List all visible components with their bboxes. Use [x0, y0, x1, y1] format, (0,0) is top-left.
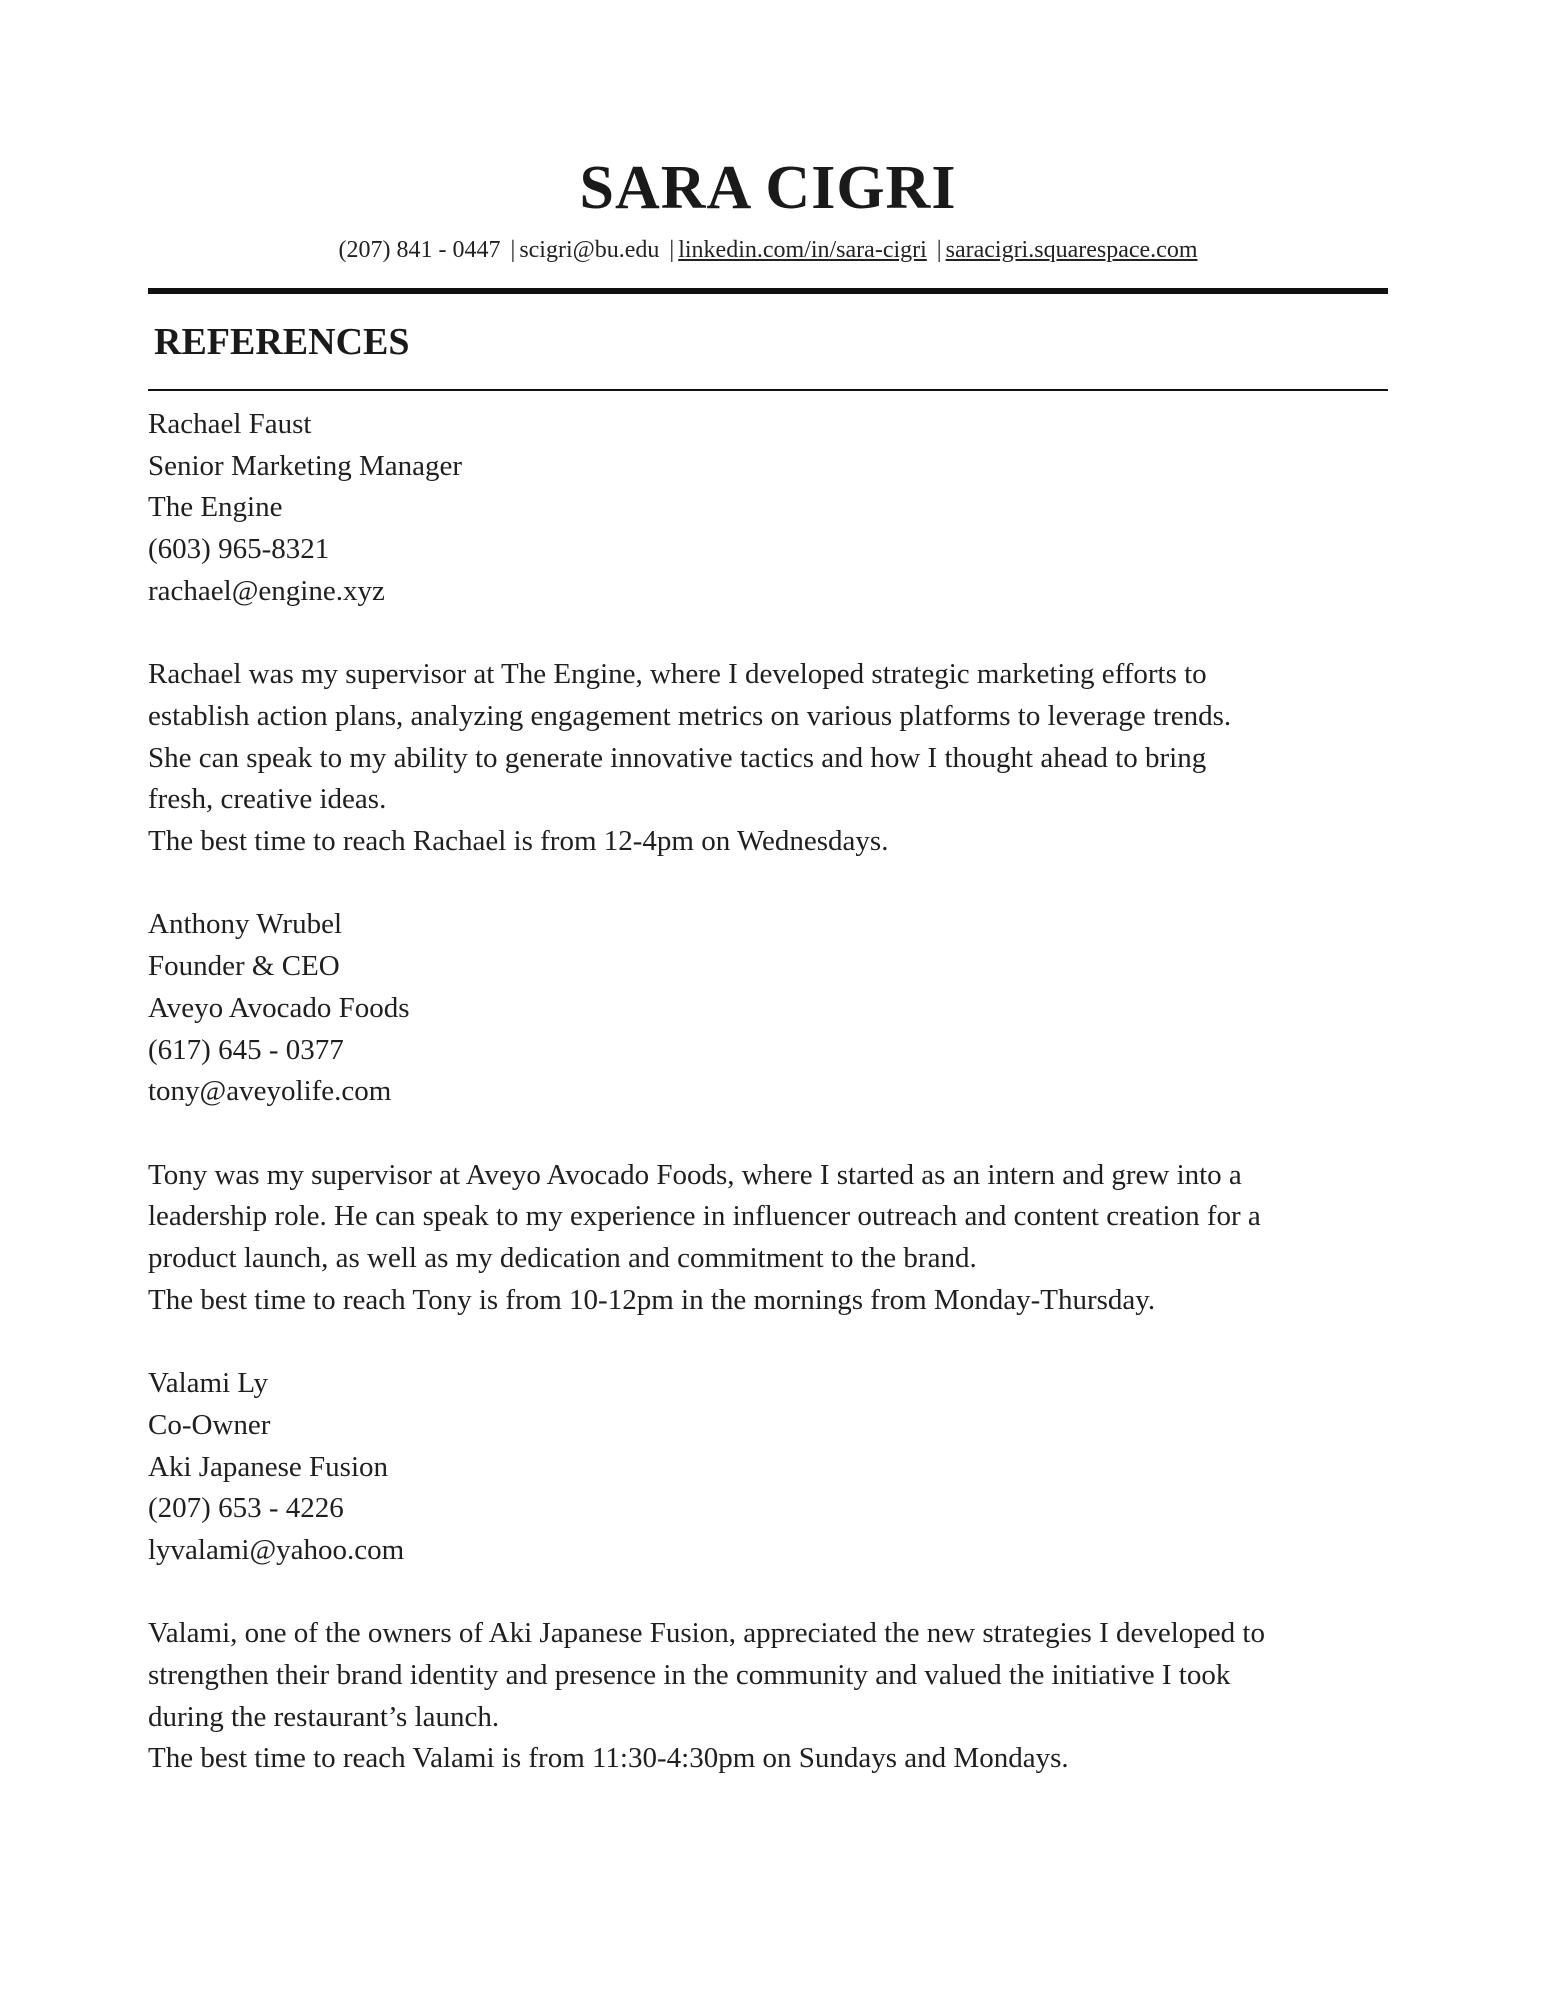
reference-phone: (603) 965-8321 [148, 533, 330, 566]
spacer [148, 1113, 1388, 1155]
candidate-name: SARA CIGRI [579, 154, 957, 222]
website-link[interactable]: saracigri.squarespace.com [945, 237, 1198, 263]
reference-name: Anthony Wrubel [148, 908, 343, 941]
reference-best-time: The best time to reach Rachael is from 12-4pm on Wednesdays. [148, 825, 889, 858]
reference-best-time: The best time to reach Tony is from 10-12pm in the mornings from Monday-Thursday. [148, 1283, 1156, 1316]
reference-company: Aki Japanese Fusion [148, 1450, 389, 1483]
spacer [148, 1572, 1388, 1614]
reference-entry [148, 904, 1388, 1363]
reference-description: She can speak to my ability to generate innovative tactics and how I thought ahead to bring [148, 741, 1207, 774]
spacer [148, 1321, 1388, 1363]
contact-phone: (207) 841 - 0447 [338, 237, 501, 263]
reference-name: Rachael Faust [148, 408, 312, 440]
reference-entry [148, 404, 1388, 904]
reference-description: Valami, one of the owners of Aki Japanese Fusion, appreciated the new strategies I developed to [148, 1617, 1265, 1650]
contact-line [148, 234, 1388, 266]
reference-phone: (617) 645 - 0377 [148, 1033, 344, 1066]
references-list [148, 404, 1388, 1780]
spacer [148, 613, 1388, 655]
reference-description: establish action plans, analyzing engagement metrics on various platforms to leverage trends. [148, 699, 1232, 732]
reference-email: tony@aveyolife.com [148, 1075, 392, 1108]
contact-separator: | [510, 237, 516, 263]
header-divider [148, 288, 1388, 294]
reference-company: Aveyo Avocado Foods [148, 991, 410, 1024]
reference-company: The Engine [148, 491, 283, 524]
reference-name: Valami Ly [148, 1367, 269, 1400]
reference-description: fresh, creative ideas. [148, 783, 387, 816]
section-divider [148, 389, 1388, 391]
linkedin-link[interactable]: linkedin.com/in/sara-cigri [678, 237, 927, 263]
contact-separator: | [936, 237, 942, 263]
reference-description: strengthen their brand identity and presence in the community and valued the initiative I took [148, 1659, 1231, 1692]
contact-email: scigri@bu.edu [519, 237, 660, 263]
reference-phone: (207) 653 - 4226 [148, 1492, 344, 1525]
reference-description: leadership role. He can speak to my experience in influencer outreach and content creation for a [148, 1200, 1261, 1233]
section-title: REFERENCES [154, 321, 410, 363]
reference-title: Co-Owner [148, 1408, 271, 1441]
reference-best-time: The best time to reach Valami is from 11:30-4:30pm on Sundays and Mondays. [148, 1742, 1069, 1775]
reference-description: product launch, as well as my dedication and commitment to the brand. [148, 1242, 977, 1275]
reference-email: lyvalami@yahoo.com [148, 1533, 405, 1566]
reference-entry [148, 1363, 1388, 1780]
reference-title: Senior Marketing Manager [148, 449, 463, 482]
reference-description: Tony was my supervisor at Aveyo Avocado Foods, where I started as an intern and grew into a [148, 1158, 1242, 1191]
reference-description: during the restaurant’s launch. [148, 1700, 500, 1733]
reference-title: Founder & CEO [148, 950, 340, 983]
reference-description: Rachael was my supervisor at The Engine, where I developed strategic marketing efforts to [148, 658, 1207, 691]
spacer [148, 863, 1388, 905]
contact-separator: | [669, 237, 675, 263]
reference-email: rachael@engine.xyz [148, 574, 385, 607]
